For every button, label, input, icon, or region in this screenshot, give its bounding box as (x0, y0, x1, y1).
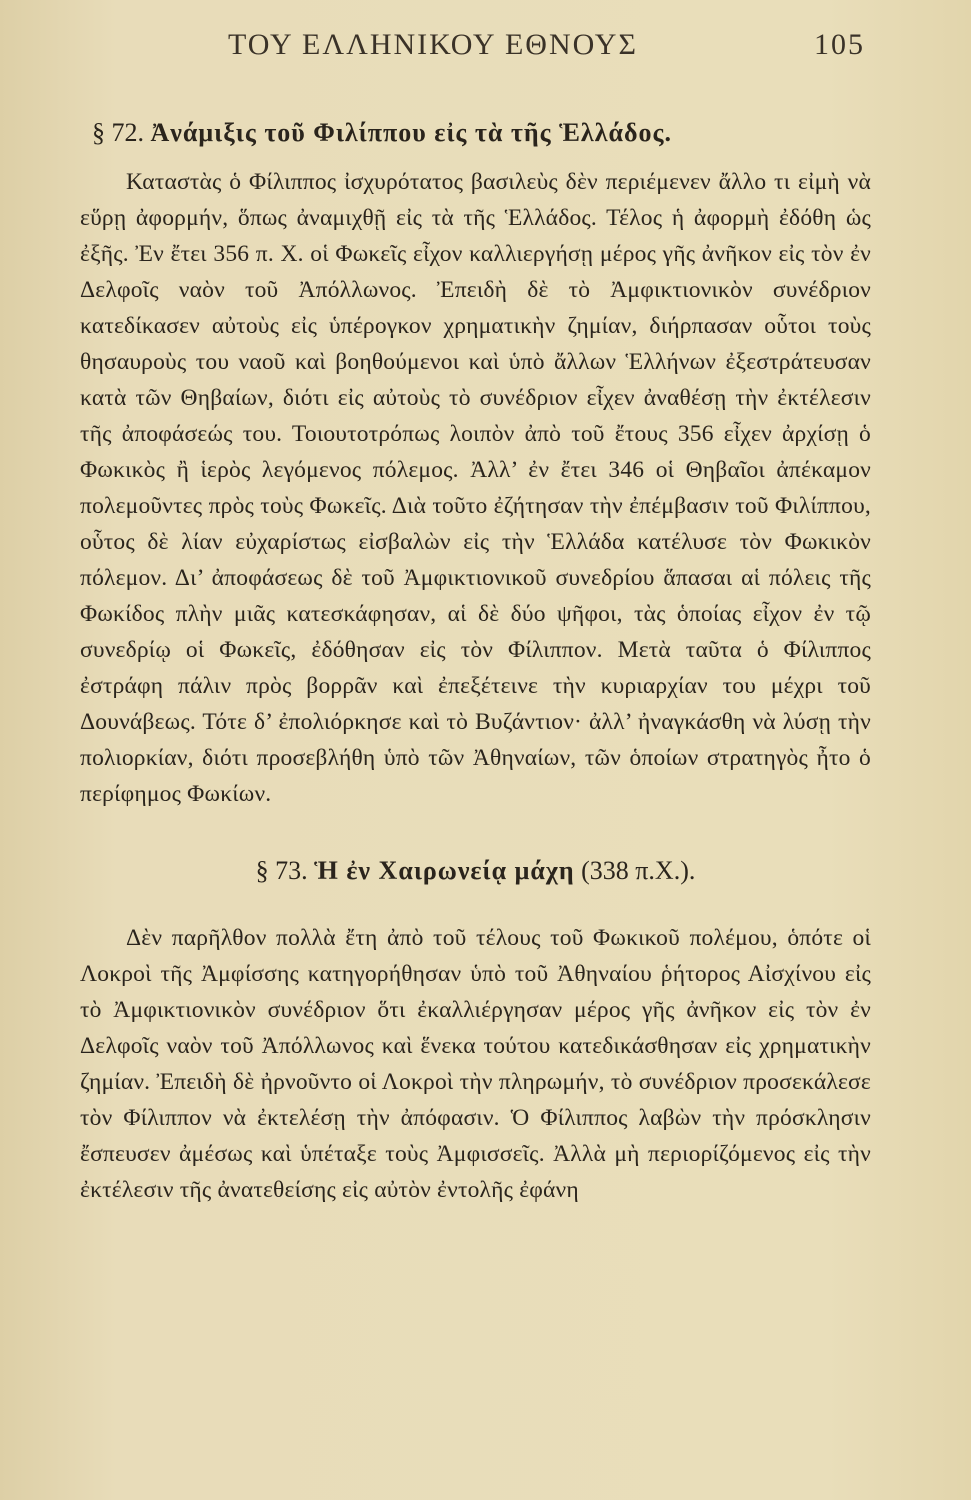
section-73-heading (80, 856, 871, 886)
section-73-paragraph: Δὲν παρῆλθον πολλὰ ἔτη ἀπὸ τοῦ τέλους τοῦ Φωκικοῦ πολέμου, ὁπότε οἱ Λοκροὶ τῆς Ἀμφίσσης κατηγορήθησαν ὑπὸ τοῦ Ἀθηναίου ῥήτορος Αἰσχίνου εἰς τὸ Ἀμφικτιονικὸν συνέδριον ὅτι ἐκαλλιέργησαν μέρος γῆς ἀνῆκον εἰς τὸν ἐν Δελφοῖς ναὸν τοῦ Ἀπόλλωνος καὶ ἕνεκα τούτου κατεδικάσθησαν εἰς χρηματικὴν ζημίαν. Ἐπειδὴ δὲ ἠρνοῦντο οἱ Λοκροὶ τὴν πληρωμήν, τὸ συνέδριον προσεκάλεσε τὸν Φίλιππον νὰ ἐκτελέσῃ τὴν ἀπόφασιν. Ὁ Φίλιππος λαβὼν τὴν πρόσκλησιν ἔσπευσεν ἀμέσως καὶ ὑπέταξε τοὺς Ἀμφισσεῖς. Ἀλλὰ μὴ περιορίζόμενος εἰς τὴν ἐκτέλεσιν τῆς ἀνατεθείσης εἰς αὐτὸν ἐντολῆς ἐφάνη (80, 925, 871, 1203)
section-72-heading (92, 118, 871, 148)
section-72-paragraph: Καταστὰς ὁ Φίλιππος ἰσχυρότατος βασιλεὺς δὲν περιέμενεν ἄλλο τι εἰμὴ νὰ εὕρῃ ἀφορμήν, ὅπως ἀναμιχθῇ εἰς τὰ τῆς Ἑλλάδος. Τέλος ἡ ἀφορμὴ ἐδόθη ὡς ἐξῆς. Ἐν ἔτει 356 π. Χ. οἱ Φωκεῖς εἶχον καλλιεργήσῃ μέρος γῆς ἀνῆκον εἰς τὸν ἐν Δελφοῖς ναὸν τοῦ Ἀπόλλωνος. Ἐπειδὴ δὲ τὸ Ἀμφικτιονικὸν συνέδριον κατεδίκασεν αὐτοὺς εἰς ὑπέρογκον χρηματικὴν ζημίαν, διήρπασαν οὗτοι τοὺς θησαυροὺς του ναοῦ καὶ βοηθούμενοι καὶ ὑπὸ ἄλλων Ἑλλήνων ἐξεστράτευσαν κατὰ τῶν Θηβαίων, διότι εἰς αὐτοὺς τὸ συνέδριον εἶχεν ἀναθέσῃ τὴν ἐκτέλεσιν τῆς ἀποφάσεώς του. Τοιουτοτρόπως λοιπὸν ἀπὸ τοῦ ἔτους 356 εἶχεν ἀρχίσῃ ὁ Φωκικὸς ἢ ἱερὸς λεγόμενος πόλεμος. Ἀλλ’ ἐν ἔτει 346 οἱ Θηβαῖοι ἀπέκαμον πολεμοῦντες πρὸς τοὺς Φωκεῖς. Διὰ τοῦτο ἐζήτησαν τὴν ἐπέμβασιν τοῦ Φιλίππου, οὗτος δὲ λίαν εὐχαρίστως εἰσβαλὼν εἰς τὴν Ἑλλάδα κατέλυσε τὸν Φωκικὸν πόλεμον. Δι’ ἀποφάσεως δὲ τοῦ Ἀμφικτιονικοῦ συνεδρίου ἅπασαι αἱ πόλεις τῆς Φωκίδος πλὴν μιᾶς κατεσκάφησαν, αἱ δὲ δύο ψῆφοι, τὰς ὁποίας εἶχον ἐν τῷ συνεδρίῳ οἱ Φωκεῖς, ἐδόθησαν εἰς τὸν Φίλιππον. Μετὰ ταῦτα ὁ Φίλιππος ἐστράφη πάλιν πρὸς βορρᾶν καὶ ἐπεξέτεινε τὴν κυριαρχίαν του μέχρι τοῦ Δουνάβεως. Τότε δ’ ἐπολιόρκησε καὶ τὸ Βυζάντιον· ἀλλ’ ἠναγκάσθη νὰ λύσῃ τὴν πολιορκίαν, διότι προσεβλήθη ὑπὸ τῶν Ἀθηναίων, τῶν ὁποίων στρατηγὸς ἦτο ὁ περίφημος Φωκίων. (80, 169, 871, 807)
running-head (80, 28, 871, 72)
section-73-number: § 73. (255, 856, 308, 885)
section-72-title: Ἀνάμιξις τοῦ Φιλίππου εἰς τὰ τῆς Ἑλλάδος. (150, 118, 672, 147)
running-head-title: ΤΟΥ ΕΛΛΗΝΙΚΟΥ ΕΘΝΟΥΣ (228, 28, 638, 61)
section-73-title: Ἡ ἐν Χαιρωνείᾳ μάχη (314, 856, 575, 885)
section-72-number: § 72. (92, 118, 144, 147)
section-73-date: (338 π.Χ.). (581, 856, 696, 885)
page-number: 105 (814, 28, 865, 61)
